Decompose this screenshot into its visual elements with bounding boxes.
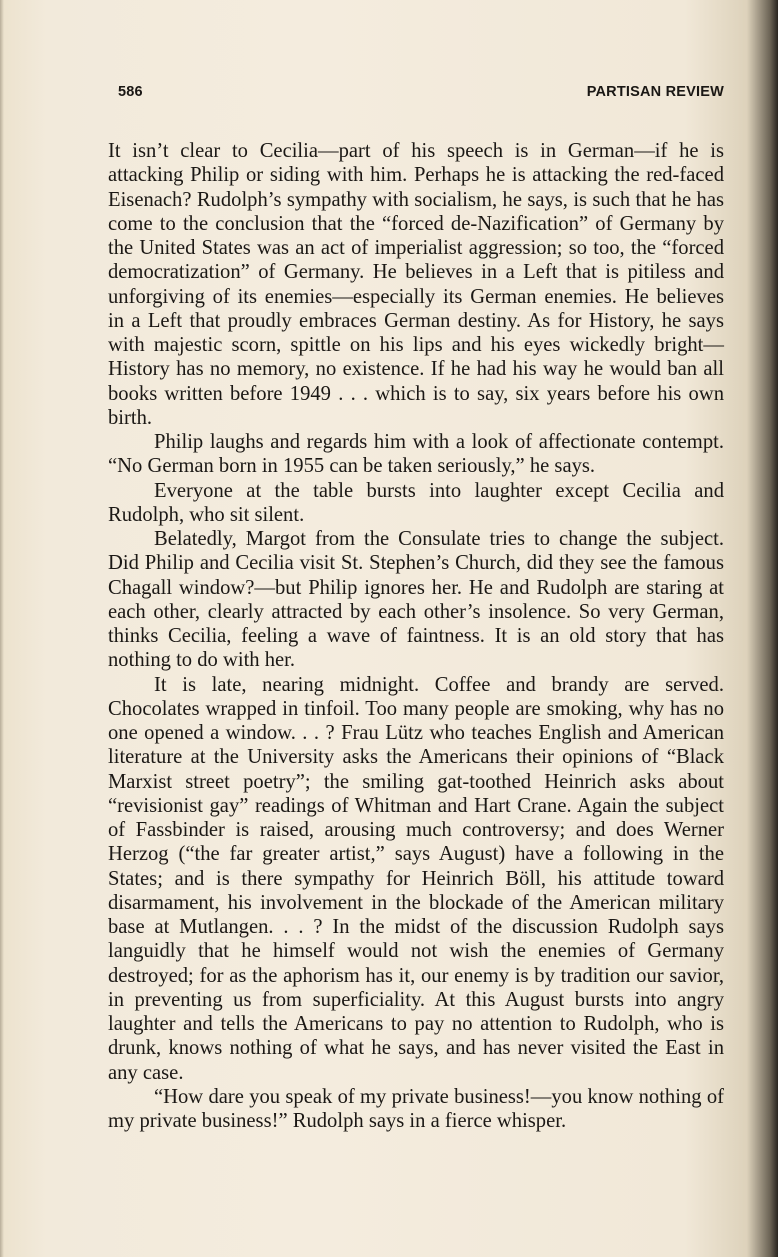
paragraph: It isn’t clear to Cecilia—part of his speech is in German—if he is attacking Philip or siding with him. Perhaps he is attacking the red-faced Eisenach? Rudolph’s sympathy with socialism, he says, is such that he has come to the conclusion that the “forced de-Nazification” of Germany by the United States was an act of imperialist aggression; so too, the “forced democratization” of Germany. He believes in a Left that is pitiless and unforgiving of its enemies—especially its German enemies. He believes in a Left that proudly embraces German destiny. As for History, he says with majestic scorn, spittle on his lips and his eyes wickedly bright—History has no memory, no existence. If he had his way he would ban all books written before 1949 . . . which is to say, six years before his own birth. (108, 140, 724, 429)
paragraph: Everyone at the table bursts into laughter except Cecilia and Rudolph, who sit silent. (108, 479, 724, 526)
page-gutter-shadow (0, 0, 4, 1257)
paragraph: Belatedly, Margot from the Consulate tries to change the subject. Did Philip and Cecilia visit St. Stephen’s Church, did they see the famous Chagall window?—but Philip ignores her. He and Rudolph are staring at each other, clearly attracted by each other’s insolence. So very German, thinks Cecilia, feeling a wave of faintness. It is an old story that has nothing to do with her. (108, 528, 724, 672)
page-header (118, 84, 724, 106)
paragraph: It is late, nearing midnight. Coffee and brandy are served. Chocolates wrapped in tinfoil. Too many people are smoking, why has no one opened a window. . . ? Frau Lütz who teaches English and American literature at the University asks the Americans their opinions of “Black Marxist street poetry”; the smiling gat-toothed Heinrich asks about “revisionist gay” readings of Whitman and Hart Crane. Again the subject of Fassbinder is raised, arousing much controversy; and does Werner Herzog (“the far greater artist,” says August) have a following in the States; and is there sympathy for Heinrich Böll, his attitude toward disarmament, his involvement in the blockade of the American military base at Mutlangen. . . ? In the midst of the discussion Rudolph says languidly that he himself would not wish the enemies of Germany destroyed; for as the aphorism has it, our enemy is by tradition our savior, in preventing us from superficiality. At this August bursts into angry laughter and tells the Americans to pay no attention to Rudolph, who is drunk, knows nothing of what he says, and has never visited the East in any case. (108, 673, 724, 1084)
running-head: PARTISAN REVIEW (586, 84, 724, 100)
paragraph: Philip laughs and regards him with a look of affectionate contempt. “No German born in 1955 can be taken seriously,” he says. (108, 431, 724, 478)
paragraph: “How dare you speak of my private business!—you know nothing of my private business!” Rudolph says in a fierce whisper. (108, 1085, 724, 1132)
body-text (108, 139, 724, 1133)
page-number: 586 (118, 84, 143, 100)
